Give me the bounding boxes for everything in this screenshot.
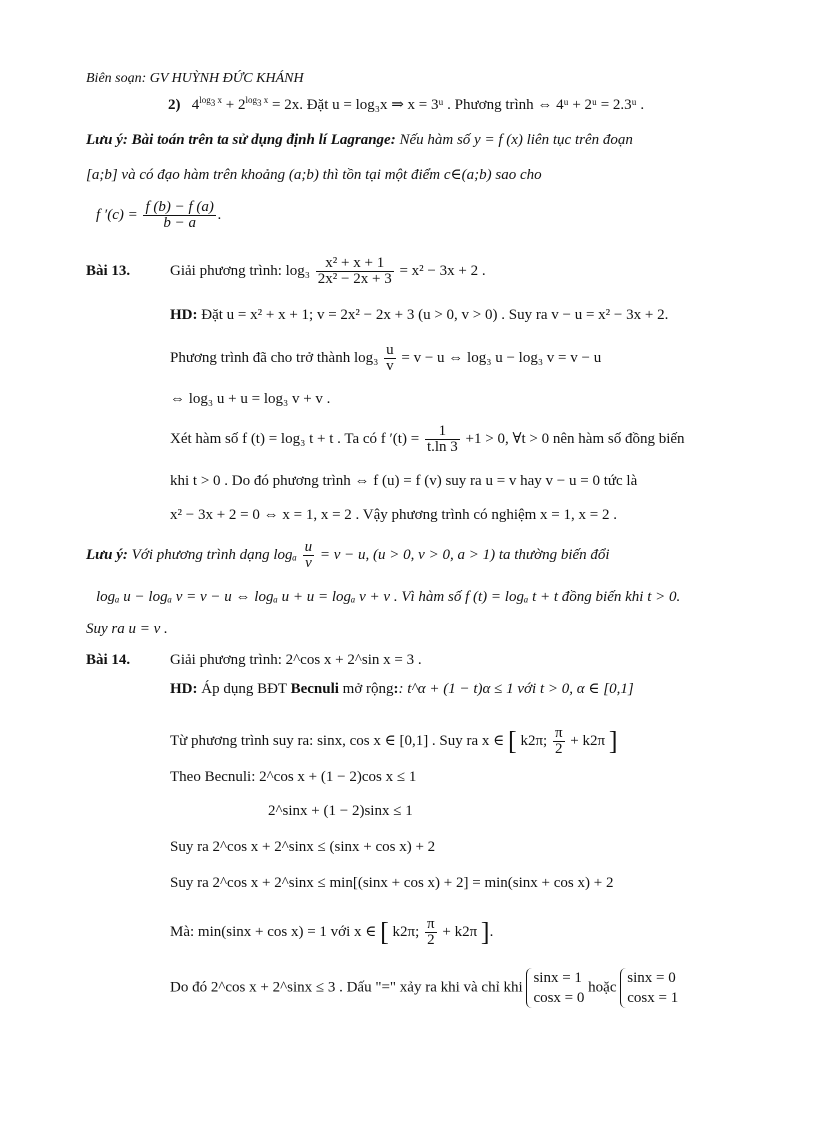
item2-text: . Đặt u = log₃x ⇒ x = 3ᵘ . Phương trình ⇔ 4ᵘ + 2ᵘ = 2.3ᵘ . <box>299 97 645 113</box>
bai13-step4: khi t > 0 . Do đó phương trình ⇔ f (u) = f (v) suy ra u = v hay v − u = 0 tức là <box>170 473 638 489</box>
bai13-hd: HD: Đặt u = x² + x + 1; v = 2x² − 2x + 3 (u > 0, v > 0) . Suy ra v − u = x² − 3x + 2. <box>170 307 669 323</box>
bai14-s4: Suy ra 2^cos x + 2^sinx ≤ (sinx + cos x) + 2 <box>170 839 436 855</box>
bai14-hd: HD: Áp dụng BĐT Becnuli mở rộng:: t^α + (1 − t)α ≤ 1 với t > 0, α ∈ [0,1] <box>170 681 634 697</box>
bai14-s7: Do đó 2^cos x + 2^sinx ≤ 3 . Dấu "=" xảy ra khi và chỉ khi sinx = 1 cosx = 0 hoặc sinx = 0 cosx = 1 <box>170 970 679 1006</box>
note-label: Lưu ý: Bài toán trên ta sử dụng định lí Lagrange: <box>86 132 396 148</box>
note2-line2: logₐ u − logₐ v = v − u ⇔ logₐ u + u = logₐ v + v . Vì hàm số f (t) = logₐ t + t đồng biến khi t > 0. <box>96 589 681 605</box>
item-2: 2) $4^{log_3 x} + 2^{log_3 x} = 2x$. Đặt u = log₃x ⇒ x = 3ᵘ . Phương trình ⇔ 4ᵘ + 2ᵘ = 2.3ᵘ . <box>168 95 645 113</box>
header-author: Biên soạn: GV HUỲNH ĐỨC KHÁNH <box>86 71 304 86</box>
note1-line2: [a;b] và có đạo hàm trên khoảng (a;b) thì tồn tại một điểm c∈(a;b) sao cho <box>86 167 542 183</box>
note2-line3: Suy ra u = v . <box>86 621 168 637</box>
bai13-problem: Giải phương trình: log₃ $\frac{\text{x² + x + 1}}{\text{2x² − 2x + 3}}$ = x² − 3x + 2 . <box>170 255 486 287</box>
note1-line1: Lưu ý: Bài toán trên ta sử dụng định lí Lagrange: Nếu hàm số y = f (x) liên tục trên đoạn <box>86 132 633 148</box>
item-number: 2) <box>168 97 181 113</box>
bai14-s3: 2^sinx + (1 − 2)sinx ≤ 1 <box>268 803 413 819</box>
bai14-s2: Theo Becnuli: 2^cos x + (1 − 2)cos x ≤ 1 <box>170 769 417 785</box>
system-1: sinx = 1 cosx = 0 <box>526 968 584 1008</box>
bai14-s6: Mà: min(sinx + cos x) = 1 với x ∈ [ k2π; $\frac{\pi}{2}$ + k2π ]. <box>170 916 494 948</box>
bai13-step2: ⇔ log₃ u + u = log₃ v + v . <box>170 391 331 407</box>
bai14-s1: Từ phương trình suy ra: sinx, cos x ∈ [0,1] . Suy ra x ∈ [ k2π; $\frac{\pi}{2}$ + k2π ] <box>170 725 618 757</box>
bai13-step1: Phương trình đã cho trở thành log₃ $\frac{u}{v}$ = v − u ⇔ log₃ u − log₃ v = v − u <box>170 342 602 374</box>
bai13-step3: Xét hàm số f (t) = log₃ t + t . Ta có f ′(t) = $\frac{1}{t.\ln 3}$ +1 > 0, ∀t > 0 nên hàm số đồng biến <box>170 423 685 455</box>
system-2: sinx = 0 cosx = 1 <box>620 968 678 1008</box>
bai14-s5: Suy ra 2^cos x + 2^sinx ≤ min[(sinx + cos x) + 2] = min(sinx + cos x) + 2 <box>170 875 614 891</box>
bai14-label: Bài 14. <box>86 652 131 668</box>
bai14-problem: Giải phương trình: 2^cos x + 2^sin x = 3 . <box>170 652 422 668</box>
bai13-step5: x² − 3x + 2 = 0 ⇔ x = 1, x = 2 . Vậy phương trình có nghiệm x = 1, x = 2 . <box>170 507 617 523</box>
note2-line1: Lưu ý: Với phương trình dạng logₐ $\frac{u}{v}$ = v − u, (u > 0, v > 0, a > 1) ta thường biến đổi <box>86 539 610 571</box>
bai13-label: Bài 13. <box>86 263 131 279</box>
note1-line3: f ′(c) = $\frac{f (b) - f (a)}{b - a}$ . <box>96 199 222 231</box>
